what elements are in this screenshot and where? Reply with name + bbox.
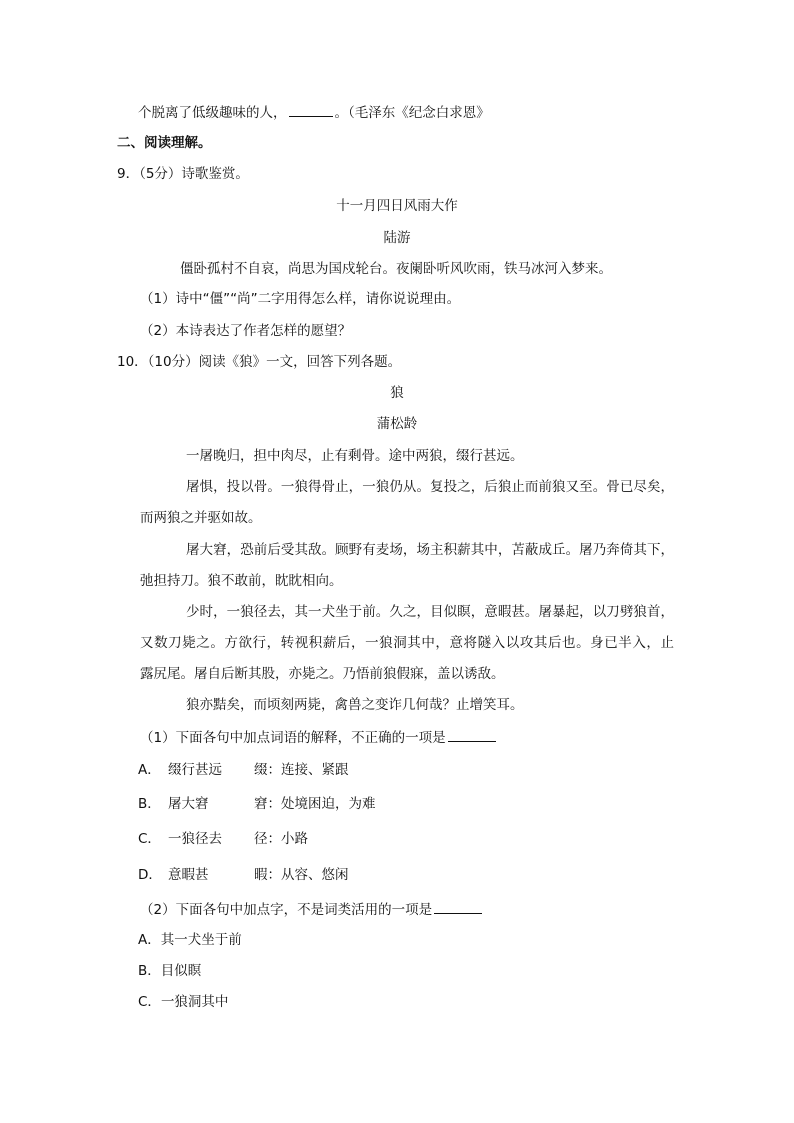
passage-paragraph-2-line-2: 而两狼之并驱如故。 bbox=[140, 510, 262, 526]
prev-text-b: 。（毛泽东《纪念白求恩》 bbox=[334, 105, 490, 121]
q10-sub2-option-b[interactable] bbox=[138, 961, 201, 981]
option-gloss: 径：小路 bbox=[254, 831, 308, 847]
passage-author: 蒲松龄 bbox=[376, 416, 418, 432]
option-term: 屠大窘 bbox=[168, 796, 209, 812]
option-letter: C． bbox=[138, 994, 161, 1010]
poem-author: 陆游 bbox=[383, 230, 411, 246]
q10-sub1-stem bbox=[140, 727, 498, 748]
q10-sub2-option-a[interactable] bbox=[138, 930, 242, 950]
option-term: 意暇甚 bbox=[168, 867, 209, 883]
answer-blank bbox=[448, 727, 496, 742]
option-term: 一狼径去 bbox=[168, 831, 222, 847]
answer-blank bbox=[289, 102, 333, 117]
option-gloss: 缀：连接、紧跟 bbox=[254, 762, 349, 778]
passage-paragraph-3-line-1: 屠大窘，恐前后受其敌。顾野有麦场，场主积薪其中，苫蔽成丘。屠乃奔倚其下， bbox=[186, 542, 674, 558]
option-text: 其一犬坐于前 bbox=[160, 932, 242, 948]
section-title: 二、阅读理解。 bbox=[117, 135, 212, 151]
option-text: 目似瞑 bbox=[160, 963, 202, 979]
prev-text-a: 个脱离了低级趣味的人， bbox=[138, 105, 287, 121]
q10-sub1-option-b[interactable] bbox=[138, 794, 376, 814]
option-text: 一狼洞其中 bbox=[160, 994, 229, 1010]
passage-paragraph-2-line-1: 屠惧，投以骨。一狼得骨止，一狼仍从。复投之，后狼止而前狼又至。骨已尽矣， bbox=[186, 479, 674, 495]
q9-sub2: （2）本诗表达了作者怎样的愿望？ bbox=[140, 323, 352, 339]
passage-paragraph-1: 一屠晚归，担中肉尽，止有剩骨。途中两狼，缀行甚远。 bbox=[186, 448, 524, 464]
passage-title: 狼 bbox=[390, 385, 404, 401]
q10-stem: 10．（10分）阅读《狼》一文，回答下列各题。 bbox=[117, 354, 402, 370]
option-letter: A． bbox=[138, 932, 161, 948]
option-letter: C． bbox=[138, 831, 161, 847]
prev-question-line bbox=[138, 102, 490, 123]
option-letter: D． bbox=[138, 867, 162, 883]
passage-paragraph-4-line-2: 又数刀毙之。方欲行，转视积薪后，一狼洞其中，意将隧入以攻其后也。身已半入，止 bbox=[140, 635, 674, 651]
q9-sub1: （1）诗中“僵”“尚”二字用得怎么样，请你说说理由。 bbox=[140, 291, 461, 307]
option-term: 缀行甚远 bbox=[168, 762, 222, 778]
option-gloss: 窘：处境困迫，为难 bbox=[254, 796, 376, 812]
option-letter: A． bbox=[138, 762, 161, 778]
answer-blank bbox=[434, 899, 482, 914]
q10-sub2-stem-text: （2）下面各句中加点字，不是词类活用的一项是 bbox=[140, 902, 433, 918]
q10-sub2-option-c[interactable] bbox=[138, 992, 228, 1012]
option-letter: B． bbox=[138, 963, 161, 979]
passage-paragraph-4-line-3: 露尻尾。屠自后断其股，亦毙之。乃悟前狼假寐，盖以诱敌。 bbox=[140, 666, 505, 682]
passage-paragraph-3-line-2: 弛担持刀。狼不敢前，眈眈相向。 bbox=[140, 573, 343, 589]
q10-sub1-option-c[interactable] bbox=[138, 829, 308, 849]
q10-sub1-option-d[interactable] bbox=[138, 865, 349, 885]
option-letter: B． bbox=[138, 796, 161, 812]
passage-paragraph-5: 狼亦黠矣，而顷刻两毙，禽兽之变诈几何哉？止增笑耳。 bbox=[186, 697, 524, 713]
q10-sub1-stem-text: （1）下面各句中加点词语的解释，不正确的一项是 bbox=[140, 730, 446, 746]
poem-text: 僵卧孤村不自哀，尚思为国戍轮台。夜阑卧听风吹雨，铁马冰河入梦来。 bbox=[180, 261, 612, 277]
q9-stem: 9．（5分）诗歌鉴赏。 bbox=[117, 166, 249, 182]
poem-title: 十一月四日风雨大作 bbox=[336, 198, 458, 214]
option-gloss: 暇：从容、悠闲 bbox=[254, 867, 349, 883]
passage-paragraph-4-line-1: 少时，一狼径去，其一犬坐于前。久之，目似瞑，意暇甚。屠暴起，以刀劈狼首， bbox=[186, 604, 674, 620]
q10-sub1-option-a[interactable] bbox=[138, 760, 349, 780]
q10-sub2-stem bbox=[140, 899, 484, 920]
